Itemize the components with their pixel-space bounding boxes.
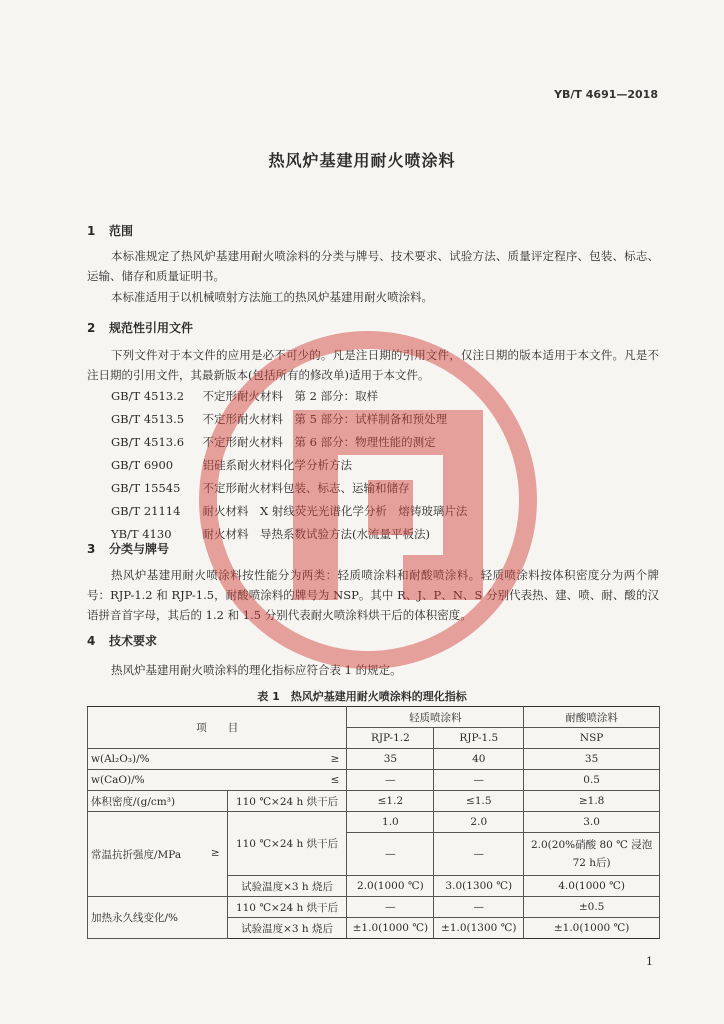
table-cell: 3.0(1300 ℃) (434, 876, 524, 897)
table-cell: ±0.5 (524, 897, 660, 918)
condition-cell: 110 ℃×24 h 烘干后 (227, 897, 347, 918)
row-label: 体积密度/(g/cm³) (88, 791, 228, 812)
reference-item: GB/T 4513.6 不定形耐火材料 第 6 部分：物理性能的测定 (111, 435, 436, 449)
condition-cell: 试验温度×3 h 烧后 (227, 918, 347, 939)
page-number: 1 (646, 955, 653, 968)
table-row (88, 749, 660, 770)
table-row (88, 770, 660, 791)
section-4-paragraph-1: 热风炉基建用耐火喷涂料的理化指标应符合表 1 的规定。 (111, 663, 402, 677)
table-cell: 2.0(1000 ℃) (347, 876, 434, 897)
table-cell: 40 (434, 749, 524, 770)
section-3-paragraph-1: 热风炉基建用耐火喷涂料按性能分为两类：轻质喷涂料和耐酸喷涂料。轻质喷涂料按体积密度分为两个牌号：RJP-1.2 和 RJP-1.5，耐酸喷涂料的牌号为 NSP。其中 R、J、P、N、S 分别代表热、建、喷、耐、酸的汉语拼音首字母，其后的 1.2 和 1.5 分别代表耐火喷涂料烘干后的体积密度。 (87, 568, 659, 622)
section-2-heading: 2 规范性引用文件 (87, 321, 194, 335)
section-1-heading: 1 范围 (87, 224, 134, 238)
section-2-paragraph-1: 下列文件对于本文件的应用是必不可少的。凡是注日期的引用文件，仅注日期的版本适用于本文件。凡是不注日期的引用文件，其最新版本(包括所有的修改单)适用于本文件。 (87, 348, 659, 382)
condition-cell: 试验温度×3 h 烧后 (227, 876, 347, 897)
condition-cell: 110 ℃×24 h 烘干后 (227, 791, 347, 812)
table-cell: ≤1.2 (347, 791, 434, 812)
section-4-heading: 4 技术要求 (87, 634, 158, 648)
table-cell: — (434, 897, 524, 918)
table-cell: — (347, 897, 434, 918)
standard-code: YB/T 4691—2018 (554, 88, 658, 101)
table-cell: 0.5 (524, 770, 660, 791)
header-acid: 耐酸喷涂料 (524, 707, 660, 728)
comparison-symbol: ≤ (330, 774, 340, 786)
reference-item: GB/T 6900 铝硅系耐火材料化学分析方法 (111, 458, 352, 472)
row-label: w(CaO)/% (91, 774, 145, 786)
header-grade-2: RJP-1.5 (434, 728, 524, 749)
table-cell: ≤1.5 (434, 791, 524, 812)
table-cell: — (434, 770, 524, 791)
table-cell: ±1.0(1300 ℃) (434, 918, 524, 939)
table-cell: 1.0 (347, 812, 434, 833)
condition-cell: 110 ℃×24 h 烘干后 (227, 812, 347, 876)
table-row (88, 791, 660, 812)
table-cell: — (434, 833, 524, 876)
table-row (88, 812, 660, 833)
reference-item: GB/T 21114 耐火材料 X 射线荧光光谱化学分析 熔铸玻璃片法 (111, 504, 468, 518)
document-title: 热风炉基建用耐火喷涂料 (268, 151, 456, 170)
header-item: 项 目 (88, 707, 347, 749)
header-light: 轻质喷涂料 (347, 707, 524, 728)
comparison-symbol: ≥ (330, 753, 340, 765)
reference-item: YB/T 4130 耐火材料 导热系数试验方法(水流量平板法) (111, 527, 430, 541)
table-cell: 4.0(1000 ℃) (524, 876, 660, 897)
table-cell: 2.0(20%硝酸 80 ℃ 浸泡 72 h后) (524, 833, 660, 876)
properties-table (87, 706, 660, 939)
table-cell: 3.0 (524, 812, 660, 833)
reference-item: GB/T 4513.5 不定形耐火材料 第 5 部分：试样制备和预处理 (111, 412, 448, 426)
header-grade-3: NSP (524, 728, 660, 749)
section-1-paragraph-1: 本标准规定了热风炉基建用耐火喷涂料的分类与牌号、技术要求、试验方法、质量评定程序、包装、标志、运输、储存和质量证明书。 (87, 249, 659, 283)
table-caption: 表 1 热风炉基建用耐火喷涂料的理化指标 (257, 690, 467, 703)
row-label: 加热永久线变化/% (88, 897, 228, 939)
section-1-paragraph-2: 本标准适用于以机械喷射方法施工的热风炉基建用耐火喷涂料。 (111, 290, 433, 304)
table-cell: 2.0 (434, 812, 524, 833)
reference-item: GB/T 15545 不定形耐火材料包装、标志、运输和储存 (111, 481, 410, 495)
comparison-symbol: ≥ (210, 846, 220, 859)
table-cell: 35 (347, 749, 434, 770)
table-cell: 35 (524, 749, 660, 770)
reference-item: GB/T 4513.2 不定形耐火材料 第 2 部分：取样 (111, 389, 379, 403)
row-label: w(Al₂O₃)/% (91, 753, 150, 765)
table-row (88, 897, 660, 918)
table-cell: ±1.0(1000 ℃) (524, 918, 660, 939)
section-3-heading: 3 分类与牌号 (87, 542, 170, 556)
table-header-row (88, 707, 660, 728)
header-grade-1: RJP-1.2 (347, 728, 434, 749)
table-cell: — (347, 833, 434, 876)
row-label: 常温抗折强度/MPa (91, 848, 182, 861)
table-cell: ≥1.8 (524, 791, 660, 812)
table-cell: ±1.0(1000 ℃) (347, 918, 434, 939)
table-cell: — (347, 770, 434, 791)
